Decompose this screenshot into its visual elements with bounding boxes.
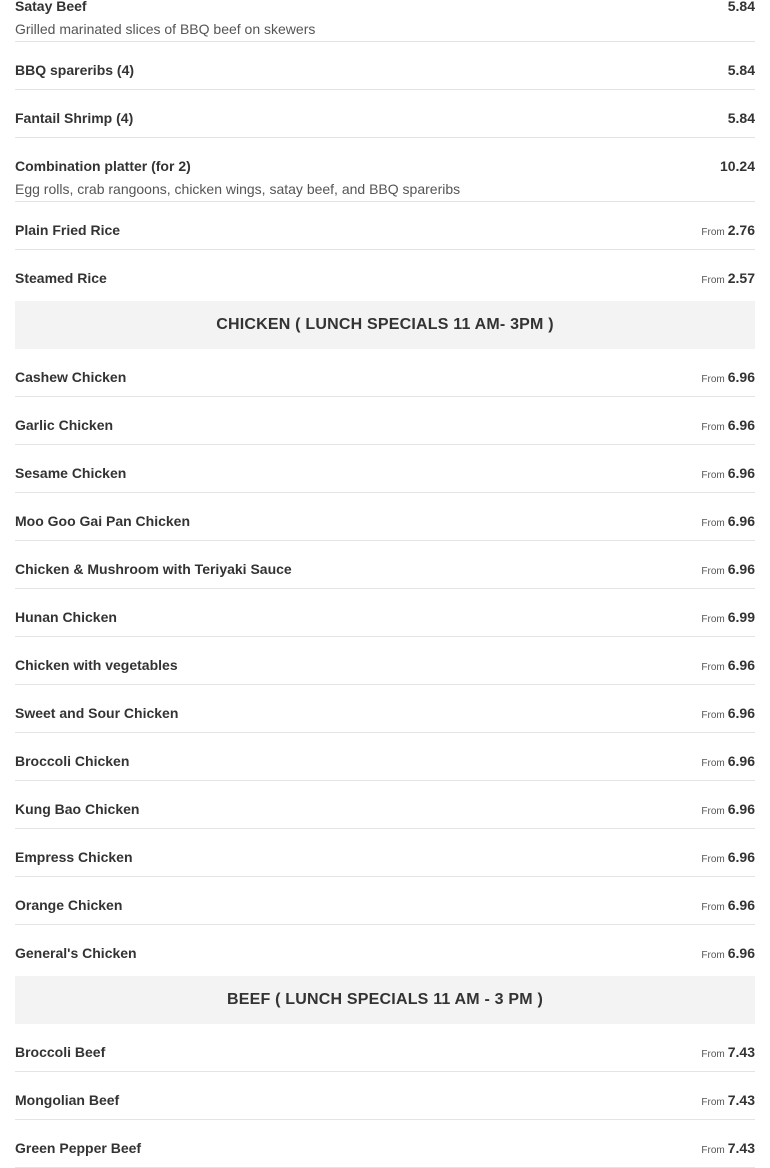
price-value: 6.96 [727,705,755,721]
price-from-label: From [701,950,725,961]
price-value: 6.96 [727,753,755,769]
price-value: 5.84 [727,110,755,126]
price-from-label: From [701,566,725,577]
item-price [701,608,755,629]
price-from-label: From [701,614,725,625]
item-name: General's Chicken [15,945,137,961]
item-price [728,61,755,80]
beef-items [15,1024,755,1168]
item-name: Kung Bao Chicken [15,801,140,817]
price-from-label: From [701,1049,725,1060]
price-value: 6.96 [727,417,755,433]
item-price [701,512,755,533]
price-value: 10.24 [719,158,755,174]
item-price [701,1043,755,1064]
item-price [701,848,755,869]
item-name: Hunan Chicken [15,609,117,625]
price-from-label: From [701,1145,725,1156]
item-price [701,269,755,290]
item-price [728,0,755,16]
item-name: Orange Chicken [15,897,123,913]
menu-item[interactable] [15,685,755,733]
price-value: 6.96 [727,657,755,673]
price-value: 6.96 [727,897,755,913]
price-value: 6.96 [727,513,755,529]
item-name: Mongolian Beef [15,1092,120,1108]
item-price [701,752,755,773]
menu-item[interactable] [15,397,755,445]
item-name: Moo Goo Gai Pan Chicken [15,513,191,529]
section-header-chicken: CHICKEN ( LUNCH SPECIALS 11 AM- 3PM ) [15,301,755,349]
item-price [701,656,755,677]
menu-item[interactable] [15,541,755,589]
price-from-label: From [701,275,725,286]
menu-item[interactable] [15,589,755,637]
price-value: 7.43 [727,1140,755,1156]
menu-list [15,0,755,1168]
chicken-items [15,349,755,972]
price-from-label: From [701,662,725,673]
price-value: 6.99 [727,609,755,625]
price-from-label: From [701,374,725,385]
item-price [701,1091,755,1112]
menu-item[interactable] [15,349,755,397]
item-price [720,157,755,176]
item-price [701,704,755,725]
menu-item[interactable] [15,493,755,541]
section-header-beef: BEEF ( LUNCH SPECIALS 11 AM - 3 PM ) [15,976,755,1024]
item-price [701,221,755,242]
item-price [701,800,755,821]
price-value: 6.96 [727,945,755,961]
menu-item[interactable] [15,925,755,972]
menu-item[interactable] [15,829,755,877]
item-name: Steamed Rice [15,270,107,286]
item-name: BBQ spareribs (4) [15,62,135,78]
item-name: Plain Fried Rice [15,222,121,238]
item-name: Broccoli Chicken [15,753,130,769]
price-value: 6.96 [727,849,755,865]
item-description: Grilled marinated slices of BBQ beef on skewers [15,21,316,37]
price-from-label: From [701,470,725,481]
item-name: Satay Beef [15,0,87,14]
price-value: 6.96 [727,561,755,577]
price-value: 6.96 [727,801,755,817]
item-name: Fantail Shrimp (4) [15,110,134,126]
price-value: 6.96 [727,369,755,385]
item-name: Broccoli Beef [15,1044,106,1060]
price-value: 6.96 [727,465,755,481]
menu-item[interactable] [15,1024,755,1072]
menu-item[interactable] [15,733,755,781]
menu-item-bbq-spareribs[interactable] [15,42,755,90]
item-name: Combination platter (for 2) [15,158,191,174]
item-description: Egg rolls, crab rangoons, chicken wings, satay beef, and BBQ spareribs [15,181,461,197]
menu-item[interactable] [15,637,755,685]
price-value: 5.84 [727,62,755,78]
price-from-label: From [701,758,725,769]
price-from-label: From [701,710,725,721]
item-price [728,109,755,128]
menu-item[interactable] [15,877,755,925]
item-name: Garlic Chicken [15,417,114,433]
item-name: Green Pepper Beef [15,1140,142,1156]
item-price [701,560,755,581]
price-from-label: From [701,1097,725,1108]
price-value: 5.84 [727,0,755,14]
price-from-label: From [701,902,725,913]
item-price [701,416,755,437]
item-name: Cashew Chicken [15,369,127,385]
price-from-label: From [701,806,725,817]
menu-item-satay-beef[interactable] [15,0,755,42]
menu-item[interactable] [15,1120,755,1168]
menu-item-plain-fried-rice[interactable] [15,202,755,250]
price-from-label: From [701,854,725,865]
menu-item-combination-platter[interactable] [15,138,755,202]
item-price [701,896,755,917]
price-from-label: From [701,518,725,529]
item-name: Chicken with vegetables [15,657,178,673]
price-from-label: From [701,227,725,238]
price-value: 2.57 [727,270,755,286]
item-price [701,944,755,965]
item-price [701,464,755,485]
item-name: Sesame Chicken [15,465,127,481]
price-value: 2.76 [727,222,755,238]
item-name: Empress Chicken [15,849,133,865]
price-value: 7.43 [727,1092,755,1108]
item-price [701,1139,755,1160]
item-name: Chicken & Mushroom with Teriyaki Sauce [15,561,292,577]
menu-item[interactable] [15,1072,755,1120]
price-value: 7.43 [727,1044,755,1060]
price-from-label: From [701,422,725,433]
item-price [701,368,755,389]
menu-item[interactable] [15,781,755,829]
menu-item-fantail-shrimp[interactable] [15,90,755,138]
menu-item-steamed-rice[interactable] [15,250,755,297]
menu-item[interactable] [15,445,755,493]
item-name: Sweet and Sour Chicken [15,705,179,721]
